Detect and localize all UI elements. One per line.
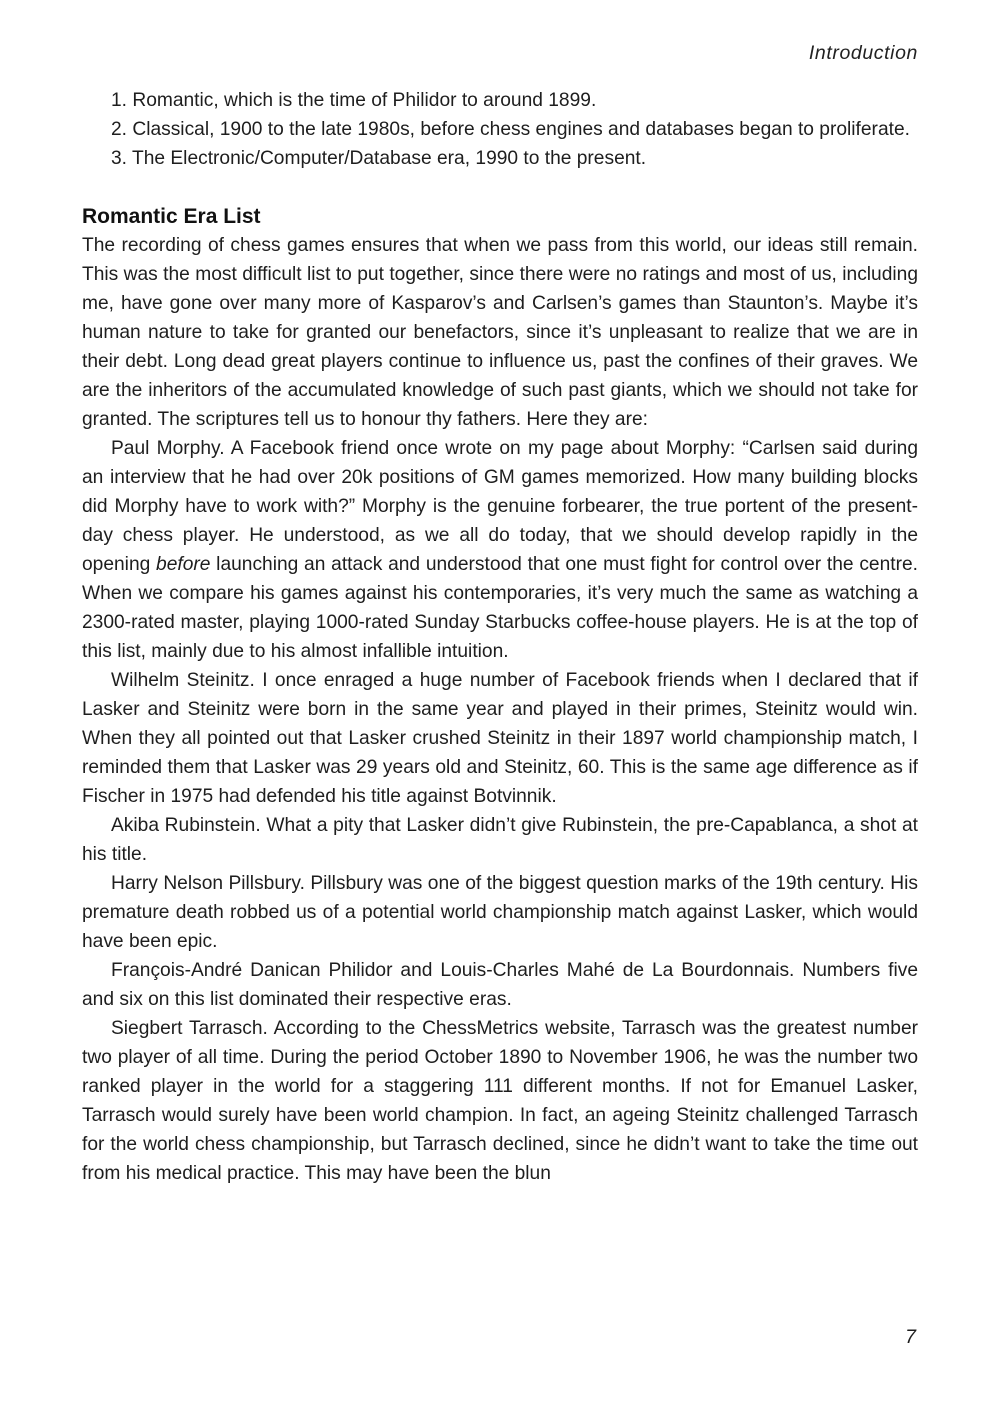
intro-paragraph: The recording of chess games ensures that when we pass from this world, our ideas still remain. This was the most difficult list to put together, since there were no ratings and most of us, including me, have gone over many more of Kasparov’s and Carlsen’s games than Staunton’s. Maybe it’s human nature to take for granted our benefactors, since it’s unpleasant to realize that we are in their debt. Long dead great players continue to influence us, past the confines of their graves. We are the inheritors of the accumulated knowledge of such past giants, which we should not take for granted. The scriptures tell us to honour thy fathers. Here they are:: [82, 235, 918, 430]
tarrasch-paragraph: Siegbert Tarrasch. According to the ChessMetrics website, Tarrasch was the greatest number two player of all time. During the period October 1890 to November 1906, he was the number two ranked player in the world for a staggering 111 different months. If not for Emanuel Lasker, Tarrasch would surely have been world champion. In fact, an ageing Steinitz challenged Tarrasch for the world chess championship, but Tarrasch declined, since he didn’t want to take the time out from his medical practice. This may have been the blun: [82, 1018, 918, 1184]
morphy-text-end: launching an attack and understood that one must fight for control over the centre. When we compare his games against his contemporaries, it’s very much the same as watching a 2300-rated master, playing 1000-rated Sunday Starbucks coffee-house players. He is at the top of this list, mainly due to his almost infallible intuition.: [82, 554, 918, 662]
section-heading: Romantic Era List: [82, 205, 261, 228]
rubinstein-paragraph: Akiba Rubinstein. What a pity that Lasker didn’t give Rubinstein, the pre-Capablanca, a shot at his title.: [82, 815, 918, 865]
running-head: Introduction: [808, 42, 918, 64]
morphy-emphasis: before: [156, 554, 211, 575]
page-body: [82, 86, 918, 1188]
philidor-paragraph: François-André Danican Philidor and Louis-Charles Mahé de La Bourdonnais. Numbers five and six on this list dominated their respective eras.: [82, 960, 918, 1010]
morphy-text-start: Paul Morphy. A Facebook friend once wrote on my page about Morphy: “Carlsen said during an interview that he had over 20k positions of GM games memorized. How many building blocks did Morphy have to work with?” Morphy is the genuine forbearer, the true portent of the present-day chess player. He understood, as we all do today, that we should develop rapidly in the opening: [82, 438, 918, 575]
book-page: [82, 0, 918, 1412]
era-list-item: 1. Romantic, which is the time of Philidor to around 1899.: [111, 90, 597, 111]
pillsbury-paragraph: Harry Nelson Pillsbury. Pillsbury was one of the biggest question marks of the 19th century. His premature death robbed us of a potential world championship match against Lasker, which would have been epic.: [82, 873, 918, 952]
era-list-item: 2. Classical, 1900 to the late 1980s, before chess engines and databases began to proliferate.: [111, 119, 910, 140]
page-number: 7: [905, 1326, 916, 1348]
morphy-paragraph: [82, 434, 918, 666]
era-list-item: 3. The Electronic/Computer/Database era, 1990 to the present.: [111, 148, 647, 169]
steinitz-paragraph: Wilhelm Steinitz. I once enraged a huge number of Facebook friends when I declared that if Lasker and Steinitz were born in the same year and played in their primes, Steinitz would win. When they all pointed out that Lasker crushed Steinitz in their 1897 world championship match, I reminded them that Lasker was 29 years old and Steinitz, 60. This is the same age difference as if Fischer in 1975 had defended his title against Botvinnik.: [82, 670, 918, 807]
